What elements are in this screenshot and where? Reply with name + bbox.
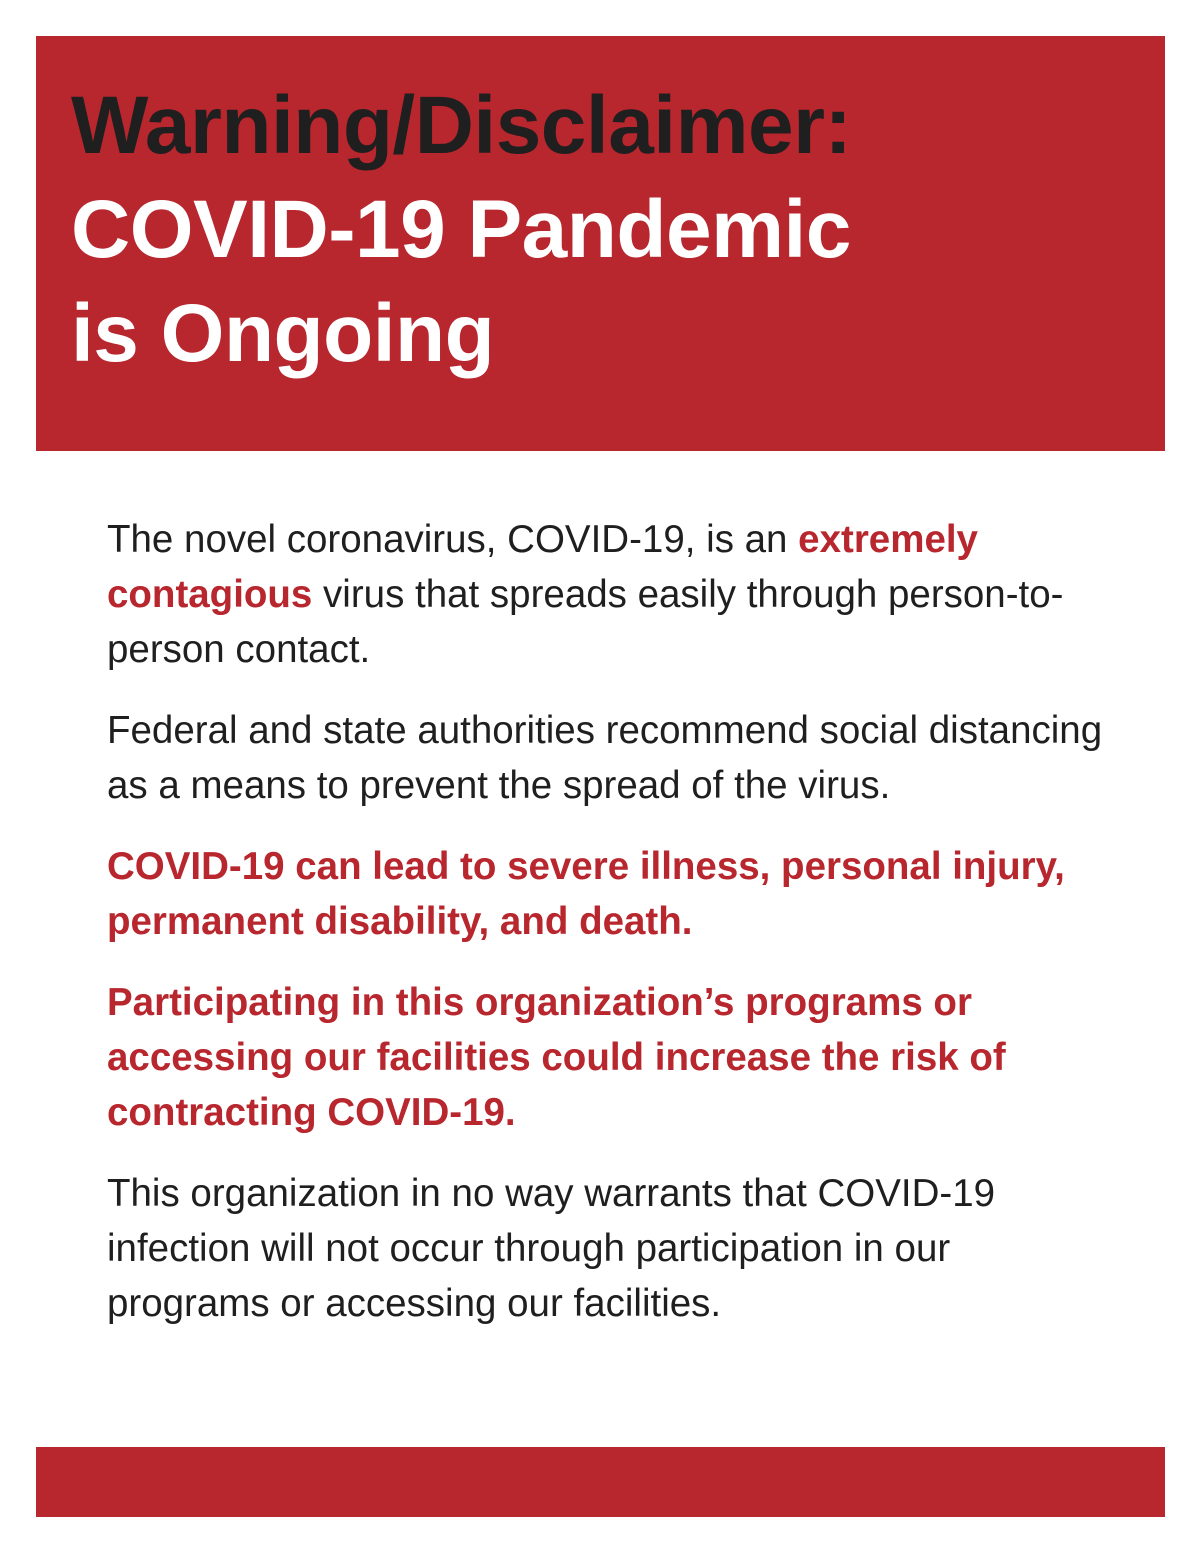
disclaimer-body: [107, 512, 1107, 1357]
paragraph-participation-risk: Participating in this organization’s programs or accessing our facilities could increase the risk of contracting COVID-19.: [107, 981, 1006, 1134]
paragraph-contagious: The novel coronavirus, COVID-19, is an extremely contagious virus that spreads easily through person-to-person contact.: [107, 518, 1064, 671]
page-title: [71, 74, 851, 386]
paragraph-no-warranty: This organization in no way warrants that COVID-19 infection will not occur through participation in our programs or accessing our facilities.: [107, 1172, 996, 1325]
paragraph-severe-illness: COVID-19 can lead to severe illness, personal injury, permanent disability, and death.: [107, 845, 1065, 943]
footer-bar: [36, 1447, 1165, 1517]
title-line-warning: Warning/Disclaimer:: [71, 80, 852, 171]
title-line-pandemic: COVID-19 Pandemic: [71, 184, 851, 275]
emphasis-extremely-contagious: extremely contagious: [107, 518, 978, 616]
title-line-ongoing: is Ongoing: [71, 288, 495, 379]
paragraph-social-distancing: Federal and state authorities recommend social distancing as a means to prevent the spread of the virus.: [107, 709, 1103, 807]
